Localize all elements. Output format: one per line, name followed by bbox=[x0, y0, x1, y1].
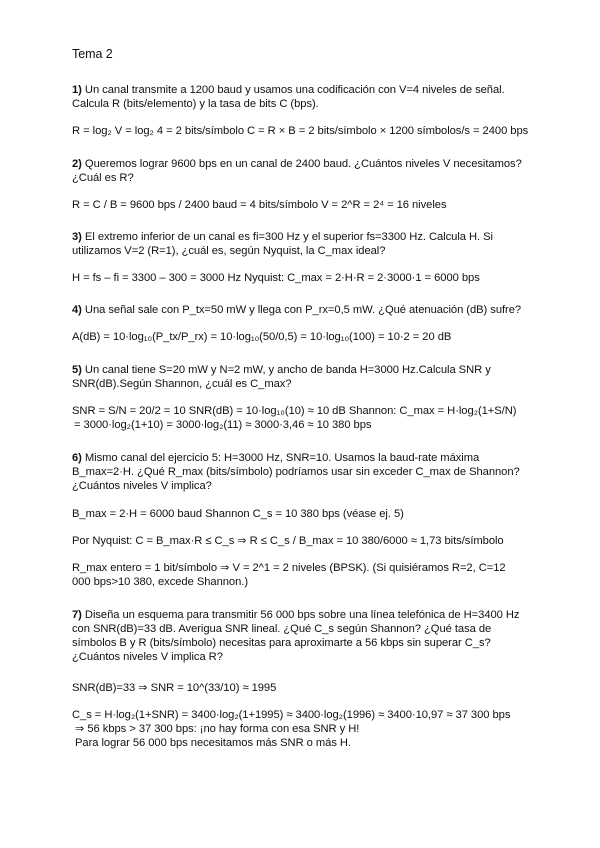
problem-7-question-line-2: con SNR(dB)=33 dB. Averigua SNR lineal. ¿Qué C_s según Shannon? ¿Qué tasa de bbox=[72, 623, 492, 635]
problem-1-question-line-1 bbox=[72, 83, 505, 97]
problem-7-answer-line-4: Para lograr 56 000 bps necesitamos más SNR o más H. bbox=[75, 737, 352, 749]
problem-1-question-line-2: Calcula R (bits/elemento) y la tasa de bits C (bps). bbox=[72, 98, 319, 110]
problem-6-answer-line-3: R_max entero = 1 bit/símbolo ⇒ V = 2^1 = 2 niveles (BPSK). (Si quisiéramos R=2, C=12 bbox=[72, 562, 506, 574]
problem-6-question-line-3: ¿Cuántos niveles V implica? bbox=[72, 480, 212, 492]
problem-4-text: Una señal sale con P_tx=50 mW y llega con P_rx=0,5 mW. ¿Qué atenuación (dB) sufre? bbox=[81, 304, 522, 316]
problem-3-question-line-1 bbox=[72, 230, 493, 244]
problem-2-text: Queremos lograr 9600 bps en un canal de 2400 baud. ¿Cuántos niveles V necesitamos? bbox=[81, 158, 522, 170]
problem-7-question-line-1 bbox=[72, 608, 519, 622]
problem-7-text: Diseña un esquema para transmitir 56 000 bps sobre una línea telefónica de H=3400 Hz bbox=[81, 609, 520, 621]
problem-2-answer: R = C / B = 9600 bps / 2400 baud = 4 bits/símbolo V = 2^R = 2⁴ = 16 niveles bbox=[72, 199, 447, 211]
problem-6-question-line-2: B_max=2·H. ¿Qué R_max (bits/símbolo) podríamos usar sin exceder C_max de Shannon? bbox=[72, 466, 520, 478]
problem-7-question-line-3: símbolos B y R (bits/símbolo) necesitas para aproximarte a 56 kbps sin superar C_s? bbox=[72, 637, 491, 649]
problem-6-question-line-1 bbox=[72, 451, 479, 465]
problem-1-number: 1) bbox=[72, 84, 82, 96]
problem-6-answer-line-4: 000 bps>10 380, excede Shannon.) bbox=[72, 576, 248, 588]
problem-7-question-line-4: ¿Cuántos niveles V implica R? bbox=[72, 651, 223, 663]
problem-3-number: 3) bbox=[72, 231, 82, 243]
problem-1-answer: R = log₂ V = log₂ 4 = 2 bits/símbolo C = R × B = 2 bits/símbolo × 1200 símbolos/s = 2400 bps bbox=[72, 125, 529, 137]
problem-6-number: 6) bbox=[72, 452, 82, 464]
problem-6-text: Mismo canal del ejercicio 5: H=3000 Hz, SNR=10. Usamos la baud-rate máxima bbox=[81, 452, 480, 464]
problem-7-answer-line-3: ⇒ 56 kbps > 37 300 bps: ¡no hay forma con esa SNR y H! bbox=[75, 723, 360, 735]
problem-4-answer: A(dB) = 10·log₁₀(P_tx/P_rx) = 10·log₁₀(50/0,5) = 10·log₁₀(100) = 10·2 = 20 dB bbox=[72, 331, 452, 343]
page-title: Tema 2 bbox=[72, 47, 113, 61]
problem-7-number: 7) bbox=[72, 609, 82, 621]
problem-5-answer-line-2: = 3000·log₂(1+10) = 3000·log₂(11) ≈ 3000·3,46 ≈ 10 380 bps bbox=[74, 419, 372, 431]
problem-3-answer: H = fs – fi = 3300 – 300 = 3000 Hz Nyquist: C_max = 2·H·R = 2·3000·1 = 6000 bps bbox=[72, 272, 480, 284]
problem-6-answer-line-1: B_max = 2·H = 6000 baud Shannon C_s = 10 380 bps (véase ej. 5) bbox=[72, 508, 404, 520]
problem-1-text: Un canal transmite a 1200 baud y usamos una codificación con V=4 niveles de señal. bbox=[81, 84, 505, 96]
problem-7-answer-line-1: SNR(dB)=33 ⇒ SNR = 10^(33/10) ≈ 1995 bbox=[72, 682, 277, 694]
problem-5-answer-line-1: SNR = S/N = 20/2 = 10 SNR(dB) = 10·log₁₀(10) ≈ 10 dB Shannon: C_max = H·log₂(1+S/N) bbox=[72, 405, 517, 417]
problem-2-question-line-2: ¿Cuál es R? bbox=[72, 172, 134, 184]
problem-2-question-line-1 bbox=[72, 157, 522, 171]
problem-6-answer-line-2: Por Nyquist: C = B_max·R ≤ C_s ⇒ R ≤ C_s / B_max = 10 380/6000 ≈ 1,73 bits/símbolo bbox=[72, 535, 504, 547]
problem-5-text: Un canal tiene S=20 mW y N=2 mW, y ancho de banda H=3000 Hz.Calcula SNR y bbox=[81, 364, 491, 376]
problem-5-number: 5) bbox=[72, 364, 82, 376]
problem-7-answer-line-2: C_s = H·log₂(1+SNR) = 3400·log₂(1+1995) ≈ 3400·log₂(1996) ≈ 3400·10,97 ≈ 37 300 bps bbox=[72, 709, 511, 721]
problem-4-question-line-1 bbox=[72, 303, 521, 317]
problem-3-text: El extremo inferior de un canal es fi=300 Hz y el superior fs=3300 Hz. Calcula H. Si bbox=[81, 231, 493, 243]
problem-2-number: 2) bbox=[72, 158, 82, 170]
problem-4-number: 4) bbox=[72, 304, 82, 316]
problem-5-question-line-1 bbox=[72, 363, 491, 377]
problem-5-question-line-2: SNR(dB).Según Shannon, ¿cuál es C_max? bbox=[72, 378, 292, 390]
problem-3-question-line-2: utilizamos V=2 (R=1), ¿cuál es, según Nyquist, la C_max ideal? bbox=[72, 245, 386, 257]
